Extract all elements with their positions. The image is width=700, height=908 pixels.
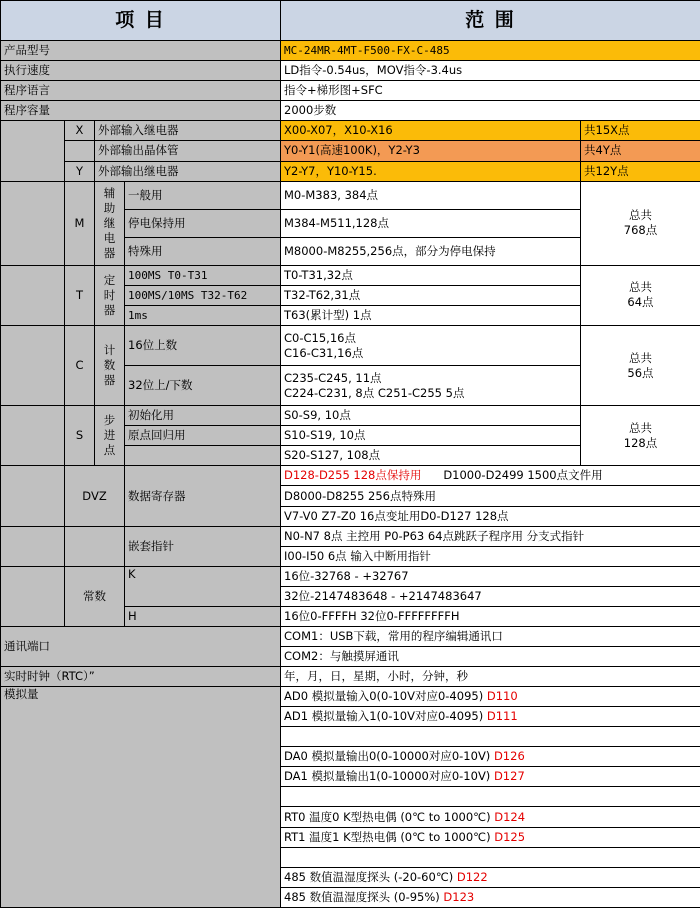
speed-label: 执行速度 [1,61,281,81]
y4-count: 共4Y点 [581,141,700,161]
c-total: 总共 56点 [581,325,700,405]
s-name-3 [125,446,281,466]
analog-item-empty [281,847,700,867]
t-total: 总共 64点 [581,265,700,325]
m-code: M [65,181,95,265]
m-row-1 [1,181,700,209]
s-group-label: 步 进 点 [95,406,125,466]
y4-code [65,141,95,161]
d-file-range: D1000-D2499 1500点文件用 [443,468,603,483]
c-name-1: 16位上数 [125,325,281,365]
row-speed [1,61,700,81]
m-range-2: M384-M511,128点 [281,209,581,237]
c-row-1 [1,325,700,365]
t-name-3: 1ms [125,305,281,325]
t-code: T [65,265,95,325]
x-name: 外部输入继电器 [95,121,281,141]
analog-row-1 [1,687,700,707]
row-x [1,121,700,141]
c-range-2: C235-C245, 11点 C224-C231, 8点 C251-C255 5点 [281,366,581,406]
y4-name: 外部输出晶体管 [95,141,281,161]
capacity-value: 2000步数 [281,101,700,121]
header-range: 范 围 [281,1,700,41]
rtc-row [1,667,700,687]
const-row-1 [1,566,700,586]
analog-item: RT0 温度0 K型热电偶 (0℃ to 1000℃) D124 [281,807,700,827]
analog-item: RT1 温度1 K型热电偶 (0℃ to 1000℃) D125 [281,827,700,847]
s-name-1: 初始化用 [125,406,281,426]
capacity-label: 程序容量 [1,101,281,121]
c-range-1: C0-C15,16点 C16-C31,16点 [281,325,581,365]
pointer-line-1: N0-N7 8点 主控用 P0-P63 64点跳跃子程序用 分支式指针 [281,526,700,546]
y12-range: Y2-Y7，Y10-Y15. [281,161,581,181]
analog-item-empty [281,787,700,807]
comm-line-1: COM1：USB下载，常用的程序编辑通讯口 [281,626,700,646]
y12-code: Y [65,161,95,181]
t-name-2: 100MS/10MS T32-T62 [125,285,281,305]
analog-item: 485 数值温湿度探头 (-20-60℃) D122 [281,867,700,887]
const-k-code: K [125,566,281,606]
comm-line-2: COM2：与触摸屏通讯 [281,646,700,666]
analog-item: AD0 模拟量输入0(0-10V对应0-4095) D110 [281,687,700,707]
row-model [1,41,700,61]
const-label: 常数 [65,566,125,626]
pointer-row-1 [1,526,700,546]
m-range-1: M0-M383, 384点 [281,181,581,209]
const-h-line: 16位0-FFFFH 32位0-FFFFFFFFH [281,606,700,626]
c-name-2: 32位上/下数 [125,366,281,406]
d-name: 数据寄存器 [125,466,281,526]
m-group-label: 辅 助 继 电 器 [95,181,125,265]
y4-range: Y0-Y1(高速100K)，Y2-Y3 [281,141,581,161]
t-range-3: T63(累计型) 1点 [281,305,581,325]
const-k-line-1: 16位-32768 - +32767 [281,566,700,586]
s-code: S [65,406,95,466]
analog-item-empty [281,727,700,747]
m-name-3: 特殊用 [125,237,281,265]
comm-row-1 [1,626,700,646]
t-row-1 [1,265,700,285]
analog-item: DA1 模拟量输出1(0-10000对应0-10V) D127 [281,767,700,787]
m-total: 总共 768点 [581,181,700,265]
rtc-label: 实时时钟（RTC）” [1,667,281,687]
const-h-code: H [125,606,281,626]
s-range-3: S20-S127, 108点 [281,446,581,466]
m-range-3: M8000-M8255,256点，部分为停电保持 [281,237,581,265]
c-code: C [65,325,95,405]
x-code: X [65,121,95,141]
row-capacity [1,101,700,121]
y12-name: 外部输出继电器 [95,161,281,181]
header-item: 项 目 [1,1,281,41]
speed-value: LD指令-0.54us，MOV指令-3.4us [281,61,700,81]
d-row-1 [1,466,700,486]
t-range-1: T0-T31,32点 [281,265,581,285]
s-range-2: S10-S19, 10点 [281,426,581,446]
d-line-1 [281,466,700,486]
row-y12 [1,161,700,181]
s-row-1 [1,406,700,426]
rtc-value: 年，月，日，星期，小时，分钟，秒 [281,667,700,687]
m-name-1: 一般用 [125,181,281,209]
row-y4 [1,141,700,161]
t-name-1: 100MS T0-T31 [125,265,281,285]
y12-count: 共12Y点 [581,161,700,181]
language-value: 指令+梯形图+SFC [281,81,700,101]
d-code: DVZ [65,466,125,526]
d-line-2: D8000-D8255 256点特殊用 [281,486,700,506]
pointer-name: 嵌套指针 [125,526,281,566]
analog-label: 模拟量 [1,687,281,908]
c-group-label: 计 数 器 [95,325,125,405]
model-value: MC-24MR-4MT-F500-FX-C-485 [281,41,700,61]
d-line-3: V7-V0 Z7-Z0 16点变址用D0-D127 128点 [281,506,700,526]
const-k-line-2: 32位-2147483648 - +2147483647 [281,586,700,606]
t-group-label: 定 时 器 [95,265,125,325]
row-language [1,81,700,101]
comm-label: 通讯端口 [1,626,281,666]
s-total: 总共 128点 [581,406,700,466]
x-count: 共15X点 [581,121,700,141]
t-range-2: T32-T62,31点 [281,285,581,305]
pointer-line-2: I00-I50 6点 输入中断用指针 [281,546,700,566]
s-range-1: S0-S9, 10点 [281,406,581,426]
model-label: 产品型号 [1,41,281,61]
s-name-2: 原点回归用 [125,426,281,446]
m-name-2: 停电保持用 [125,209,281,237]
language-label: 程序语言 [1,81,281,101]
analog-item: DA0 模拟量输出0(0-10000对应0-10V) D126 [281,747,700,767]
io-group-cell [1,121,65,181]
analog-item: AD1 模拟量输入1(0-10V对应0-4095) D111 [281,707,700,727]
d-retentive-range: D128-D255 128点保持用 [284,468,422,483]
analog-item: 485 数值温湿度探头 (0-95%) D123 [281,887,700,907]
x-range: X00-X07，X10-X16 [281,121,581,141]
header-row [1,1,700,41]
